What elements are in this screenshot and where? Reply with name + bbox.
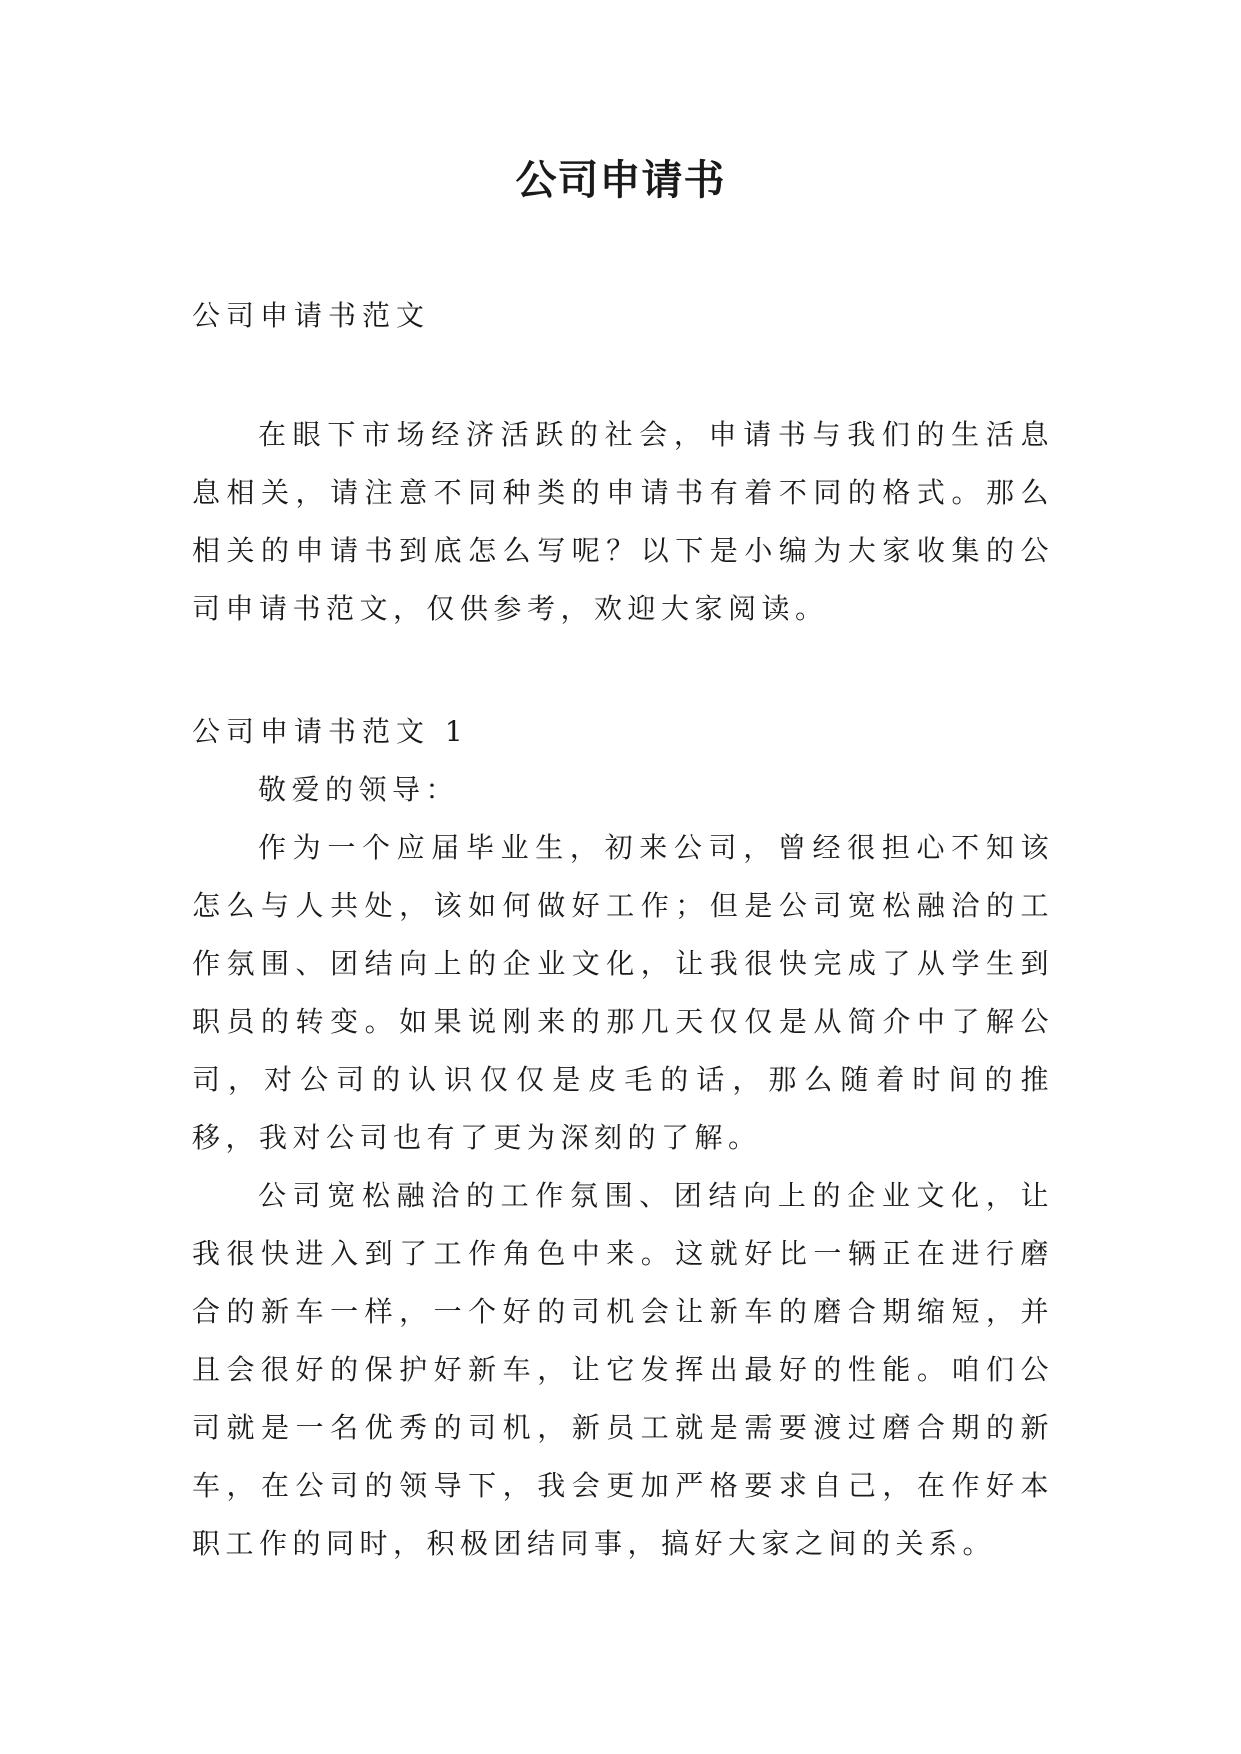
intro-paragraph: 在眼下市场经济活跃的社会，申请书与我们的生活息息相关，请注意不同种类的申请书有着不同的格式。那么相关的申请书到底怎么写呢？以下是小编为大家收集的公司申请书范文，仅供参考，欢迎大家阅读。 [192, 418, 1054, 625]
body-paragraph: 作为一个应届毕业生，初来公司，曾经很担心不知该怎么与人共处，该如何做好工作；但是公司宽松融洽的工作氛围、团结向上的企业文化，让我很快完成了从学生到职员的转变。如果说刚来的那几天仅仅是从简介中了解公司，对公司的认识仅仅是皮毛的话，那么随着时间的推移，我对公司也有了更为深刻的了解。 [192, 831, 1054, 1154]
document-title: 公司申请书 [515, 156, 726, 204]
salutation: 敬爱的领导： [258, 773, 460, 806]
sample-section-1 [192, 703, 1054, 1573]
document-subtitle: 公司申请书范文 [192, 299, 431, 332]
body-paragraph: 公司宽松融洽的工作氛围、团结向上的企业文化，让我很快进入到了工作角色中来。这就好比一辆正在进行磨合的新车一样，一个好的司机会让新车的磨合期缩短，并且会很好的保护好新车，让它发挥出最好的性能。咱们公司就是一名优秀的司机，新员工就是需要渡过磨合期的新车，在公司的领导下，我会更加严格要求自己，在作好本职工作的同时，积极团结同事，搞好大家之间的关系。 [192, 1179, 1054, 1560]
section-heading: 公司申请书范文 1 [192, 715, 469, 748]
